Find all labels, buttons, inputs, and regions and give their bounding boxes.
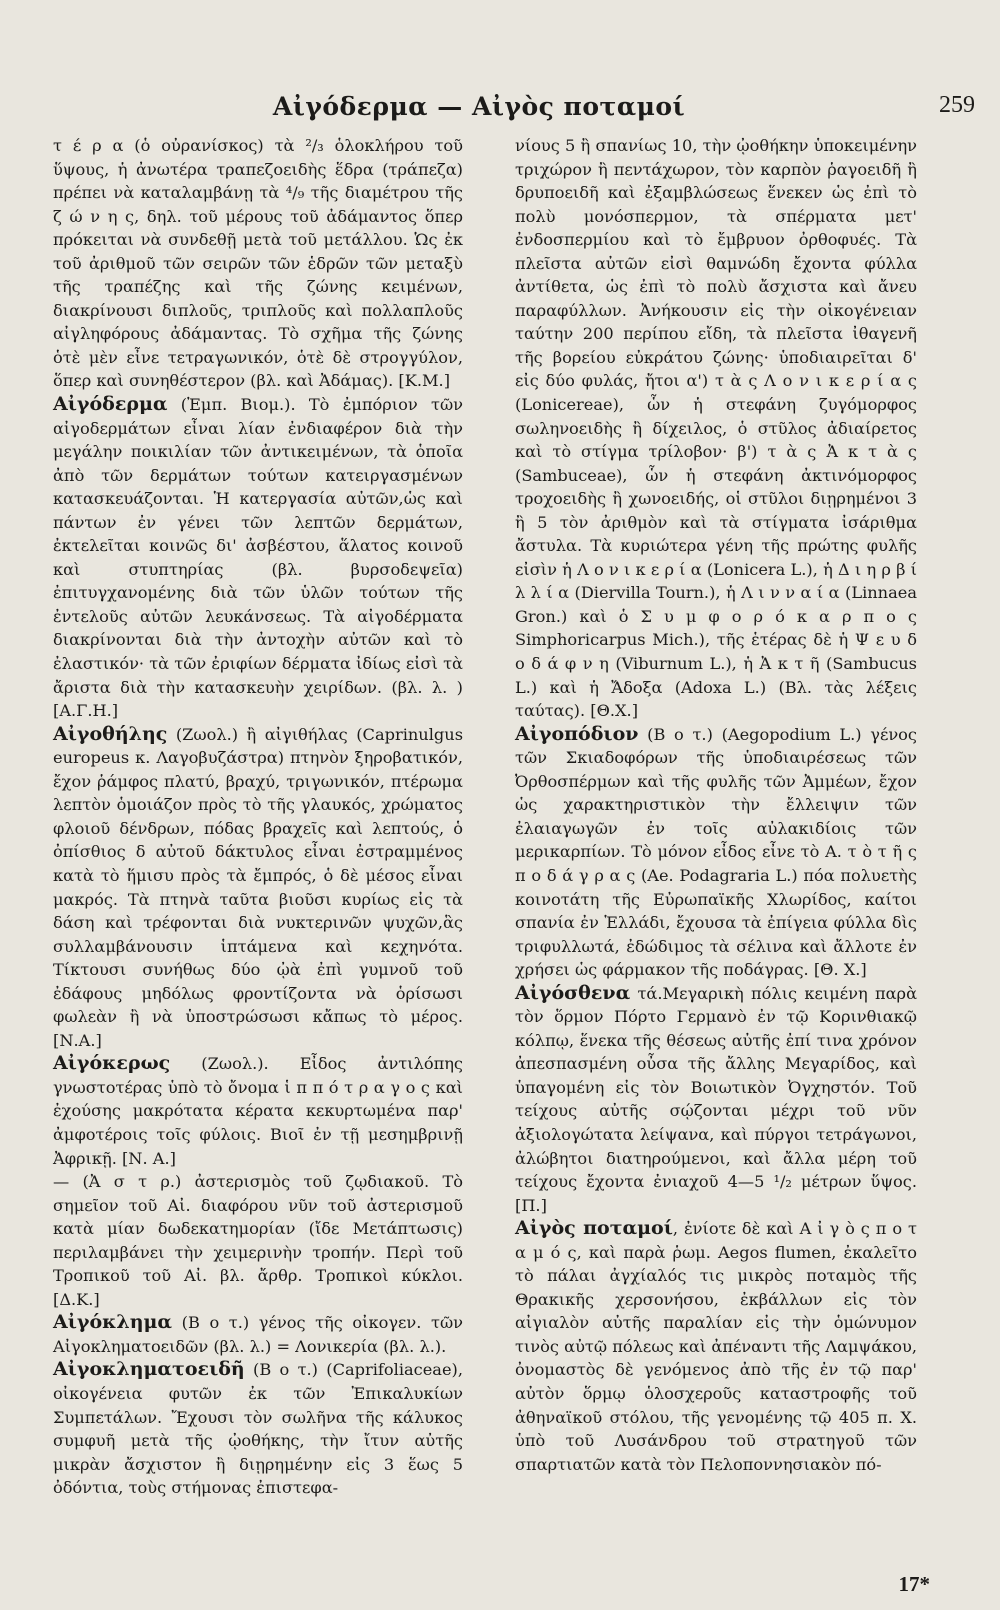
entry-text: (Ἐμπ. Βιομ.). Τὸ ἐμπόριον τῶν αἰγοδερμάτων εἶναι λίαν ἐνδιαφέρον διὰ τὴν μεγάλην ποικιλίαν τῶν ἀντικειμένων, τὰ ὁποῖα ἀπὸ τῶν δερμάτων τούτων κατειργασμένων κατασκευάζονται. Ἡ κατεργασία αὐτῶν,ὡς καὶ πάντων ἐν γένει τῶν λεπτῶν δερμάτων, ἐκτελεῖται κοινῶς δι' ἀσβέστου, ἅλατος κοινοῦ καὶ στυπτηρίας (βλ. βυρσοδεψεῖα) ἐπιτυγχανομένης διὰ τῶν ὑλῶν τούτων τῆς ἐντελοῦς αὐτῶν λευκάνσεως. Τὰ αἰγοδέρματα διακρίνονται διὰ τὴν ἀντοχὴν αὐτῶν καὶ τὸ ἐλαστικόν· τὰ τῶν ἐριφίων δέρματα ἰδίως εἰσὶ τὰ ἄριστα διὰ τὴν κατασκευὴν χειρίδων. (βλ. λ. ) [Α.Γ.Η.]: [53, 395, 463, 721]
headword: Αἰγόκερως: [53, 1052, 171, 1075]
entry-text: (Ζωολ.) ἢ αἰγιθήλας (Caprinulgus europeus κ. Λαγοβυζάστρα) πτηνὸν ξηροβατικόν, ἔχον ῥάμφος πλατύ, βραχύ, τριγωνικόν, πτέρωμα λεπτὸν ὁμοιάζον πρὸς τὸ τῆς γλαυκός, χρώματος φλοιοῦ δένδρων, πόδας βραχεῖς καὶ λεπτούς, ὁ ὀπίσθιος δ αὐτοῦ δάκτυλος εἶναι ἐστραμμένος κατὰ τὸ ἥμισυ πρὸς τὰ ἔμπρός, ὁ δὲ μέσος εἶναι μακρός. Τὰ πτηνὰ ταῦτα βιοῦσι κυρίως εἰς τὰ δάση καὶ τρέφονται διὰ νυκτερινῶν ψυχῶν,ἃς συλλαμβάνουσιν ἱπτάμενα καὶ κεχηνότα. Τίκτουσι συνήθως δύο ᾠὰ ἐπὶ γυμνοῦ τοῦ ἐδάφους μηδόλως φροντίζοντα νὰ ὁρίσωσι φωλεὰν ἢ νὰ ὑποστρώσωσι κἄπως τὸ μέρος. [Ν.Α.]: [53, 724, 463, 1050]
right-column: [515, 134, 917, 1476]
entry-text: (Β ο τ.) (Aegopodium L.) γένος τῶν Σκιαδοφόρων τῆς ὑποδιαιρέσεως τῶν Ὀρθοσπέρμων καὶ τῆς φυλῆς τῶν Ἀμμέων, ἔχον ὡς χαρακτηριστικὸν τὴν ἔλλειψιν τῶν ἐλαιαγωγῶν ἐν τοῖς αὐλακιδίοις τῶν μερικαρπίων. Τὸ μόνον εἶδος εἶνε τὸ Α. τ ὸ τ ῆ ς π ο δ ά γ ρ α ς (Ae. Podagraria L.) πόα πολυετὴς κοινοτάτη τῆς Εὐρωπαϊκῆς Χλωρίδος, καίτοι σπανία ἐν Ἑλλάδι, ἔχουσα τὰ ἐπίγεια φύλλα δὶς τριφυλλωτά, ἐδώδιμος τὰ σέλινα καὶ ἄλλοτε ἐν χρήσει ὡς φάρμακον τῆς ποδάγρας. [Θ. Χ.]: [515, 724, 917, 980]
running-title: Αἰγόδερμα — Αἰγὸς ποταμοί: [272, 91, 686, 121]
left-column: [53, 134, 463, 1500]
entry-text: (Ζωολ.). Εἶδος ἀντιλόπης γνωστοτέρας ὑπὸ τὸ ὄνομα ἱ π π ό τ ρ α γ ο ς καὶ ἐχούσης μακρότατα κέρατα κεκυρτωμένα παρ' ἀμφοτέροις τοῖς φύλοις. Βιοῖ ἐν τῇ μεσημβρινῇ Ἀφρικῇ. [Ν. Α.]: [53, 1054, 463, 1168]
entry-aigopodion: [515, 723, 917, 982]
headword: Αἰγοθήλης: [53, 722, 168, 745]
entry-text: , ἐνίοτε δὲ καὶ Α ἰ γ ὸ ς π ο τ α μ ό ς, καὶ παρὰ ῥωμ. Aegos flumen, ἐκαλεῖτο τὸ πάλαι ἀγχίαλός τις μικρὸς ποταμὸς τῆς Θρακικῆς χερσονήσου, ἐκβάλλων εἰς τὸν αἰγιαλὸν αὐτῆς παραλίαν εἰς τὴν ὁμώνυμον τινὸς αὐτῷ πόλεως καὶ ἀπέναντι τῆς Λαμψάκου, ὀνομαστὸς δὲ γενόμενος ἀπὸ τῆς ἐν τῷ παρ' αὐτὸν ὅρμῳ ὁλοσχεροῦς καταστροφῆς τοῦ ἀθηναϊκοῦ στόλου, τῆς γενομένης τῷ 405 π. Χ. ὑπὸ τοῦ Λυσάνδρου τοῦ στρατηγοῦ τῶν σπαρτιατῶν κατὰ τὸν Πελοποννησιακὸν πό-: [515, 1219, 917, 1474]
entry-text: (Β ο τ.) (Caprifoliaceae), οἰκογένεια φυτῶν ἐκ τῶν Ἐπικαλυκίων Συμπετάλων. Ἔχουσι τὸν σωλῆνα τῆς κάλυκος συμφυῆ μετὰ τῆς ᾠοθήκης, τὴν ἴτυν αὐτῆς μικρὰν ἄσχιστον ἢ διῃρημένην εἰς 3 ἕως 5 ὀδόντια, τοὺς στήμονας ἐπιστεφα-: [53, 1360, 463, 1498]
entry-aigokeros: [53, 1052, 463, 1170]
headword: Αἰγόκλημα: [53, 1311, 173, 1334]
entry-aigoklima: [53, 1311, 463, 1358]
entry-text: (Β ο τ.) γένος τῆς οἰκογεν. τῶν Αἰγοκληματοειδῶν (βλ. λ.) = Λονικερία (βλ. λ.).: [53, 1313, 463, 1356]
entry-aigoklimatoeidi: [53, 1358, 463, 1499]
entry-aigothilis: [53, 723, 463, 1053]
entry-aigosthena: [515, 982, 917, 1217]
headword: Αἰγόσθενα: [515, 981, 631, 1004]
entry-text: τά.Μεγαρικὴ πόλις κειμένη παρὰ τὸν ὅρμον Πόρτο Γερμανὸ ἐν τῷ Κορινθιακῷ κόλπῳ, ἕνεκα τῆς θέσεως αὐτῆς ἐπί τινα χρόνον ἀπεσπασμένη οὖσα τῆς ἄλλης Μεγαρίδος, καὶ ὑπαγομένη εἰς τὸν Βοιωτικὸν Ὀγχηστόν. Τοῦ τείχους αὐτῆς σῴζονται μέχρι τοῦ νῦν ἀξιολογώτατα λείψανα, καὶ πύργοι τετράγωνοι, ἀλώβητοι διατηρούμενοι, καὶ ἄλλα μέρη τοῦ τείχους ἔχοντα ἐνιαχοῦ 4—5 ¹/₂ μέτρων ὕψος. [Π.]: [515, 983, 917, 1215]
headword: Αἰγοκληματοειδῆ: [53, 1358, 245, 1381]
headword: Αἰγόδερμα: [53, 393, 168, 416]
headword: Αἰγὸς ποταμοί: [515, 1217, 673, 1240]
entry-aigokeros-astr: — (Ἀ σ τ ρ.) ἀστερισμὸς τοῦ ζῳδιακοῦ. Τὸ σημεῖον τοῦ Αἰ. διαφόρου νῦν τοῦ ἀστερισμοῦ κατὰ μίαν δωδεκατημορίαν (ἴδε Μετάπτωσις) περιλαμβάνει τὴν χειμερινὴν τροπήν. Περὶ τοῦ Τροπικοῦ τοῦ Αἰ. βλ. ἄρθρ. Τροπικοὶ κύκλοι. [Δ.Κ.]: [53, 1172, 463, 1309]
entry-continuation: τ έ ρ α (ὁ οὐρανίσκος) τὰ ²/₃ ὁλοκλήρου τοῦ ὕψους, ἡ ἀνωτέρα τραπεζοειδὴς ἕδρα (τράπεζα) πρέπει νὰ καταλαμβάνῃ τὰ ⁴/₉ τῆς διαμέτρου τῆς ζ ώ ν η ς, δηλ. τοῦ μέρους τοῦ ἀδάμαντος ὅπερ πρόκειται νὰ συνδεθῇ μετὰ τοῦ μετάλλου. Ὡς ἐκ τοῦ ἀριθμοῦ τῶν σειρῶν τῶν ἑδρῶν τῶν μεταξὺ τῆς τραπέζης καὶ τῆς ζώνης κειμένων, διακρίνουσι διπλοῦς, τριπλοῦς καὶ πολλαπλοῦς αἰγληφόρους ἀδάμαντας. Τὸ σχῆμα τῆς ζώνης ὁτὲ μὲν εἶνε τετραγωνικόν, ὁτὲ δὲ στρογγύλον, ὅπερ καὶ συνηθέστερον (βλ. καὶ Ἀδάμας). [Κ.Μ.]: [53, 136, 463, 391]
headword: Αἰγοπόδιον: [515, 722, 639, 745]
entry-aigoderma: [53, 393, 463, 723]
page-number: 259: [939, 92, 975, 118]
entry-aigos-potamoi: [515, 1217, 917, 1476]
entry-continuation: νίους 5 ἢ σπανίως 10, τὴν ᾠοθήκην ὑποκειμένην τριχώρον ἢ πεντάχωρον, τὸν καρπὸν ῥαγοειδῆ ἢ δρυποειδῆ καὶ ἐξαμβλώσεως ἕνεκεν ὡς ἐπὶ τὸ πολὺ μονόσπερμον, τὰ σπέρματα μετ' ἐνδοσπερμίου καὶ τὸ ἔμβρυον ὀρθοφυές. Τὰ πλεῖστα αὐτῶν εἰσὶ θαμνώδη ἔχοντα φύλλα ἀντίθετα, ὡς ἐπὶ τὸ πολὺ ἄσχιστα καὶ ἄνευ παραφύλλων. Ἀνήκουσιν εἰς τὴν οἰκογένειαν ταύτην 200 περίπου εἴδη, τὰ πλεῖστα ἰθαγενῆ τῆς βορείου εὐκράτου ζώνης· ὑποδιαιρεῖται δ' εἰς δύο φυλάς, ἤτοι α') τ ὰ ς Λ ο ν ι κ ε ρ ί α ς (Lonicereae), ὧν ἡ στεφάνη ζυγόμορφος σωληνοειδὴς ἢ δίχειλος, ὁ στῦλος ἀδιαίρετος καὶ τὸ στίγμα τρίλοβον· β') τ ὰ ς Ἀ κ τ ὰ ς (Sambuceae), ὧν ἡ στεφάνη ἀκτινόμορφος τροχοειδὴς ἢ χωνοειδής, οἱ στῦλοι διῃρημένοι 3 ἢ 5 τὸν ἀριθμὸν καὶ τὰ στίγματα ἰσάριθμα ἄστυλα. Τὰ κυριώτερα γένη τῆς πρώτης φυλῆς εἰσὶν ἡ Λ ο ν ι κ ε ρ ί α (Lonicera L.), ἡ Δ ι η ρ β ί λ λ ί α (Diervilla Tourn.), ἡ Λ ι ν ν α ί α (Linnaea Gron.) καὶ ὁ Σ υ μ φ ο ρ ό κ α ρ π ο ς Simphoricarpus Mich.), τῆς ἑτέρας δὲ ἡ Ψ ε υ δ ο δ ά φ ν η (Viburnum L.), ἡ Ἀ κ τ ῆ (Sambucus L.) καὶ ἡ Ἄδοξα (Adoxa L.) (Βλ. τὰς λέξεις ταύτας). [Θ.Χ.]: [515, 136, 917, 721]
signature-mark: 17*: [898, 1572, 930, 1596]
page-header: [28, 86, 975, 126]
